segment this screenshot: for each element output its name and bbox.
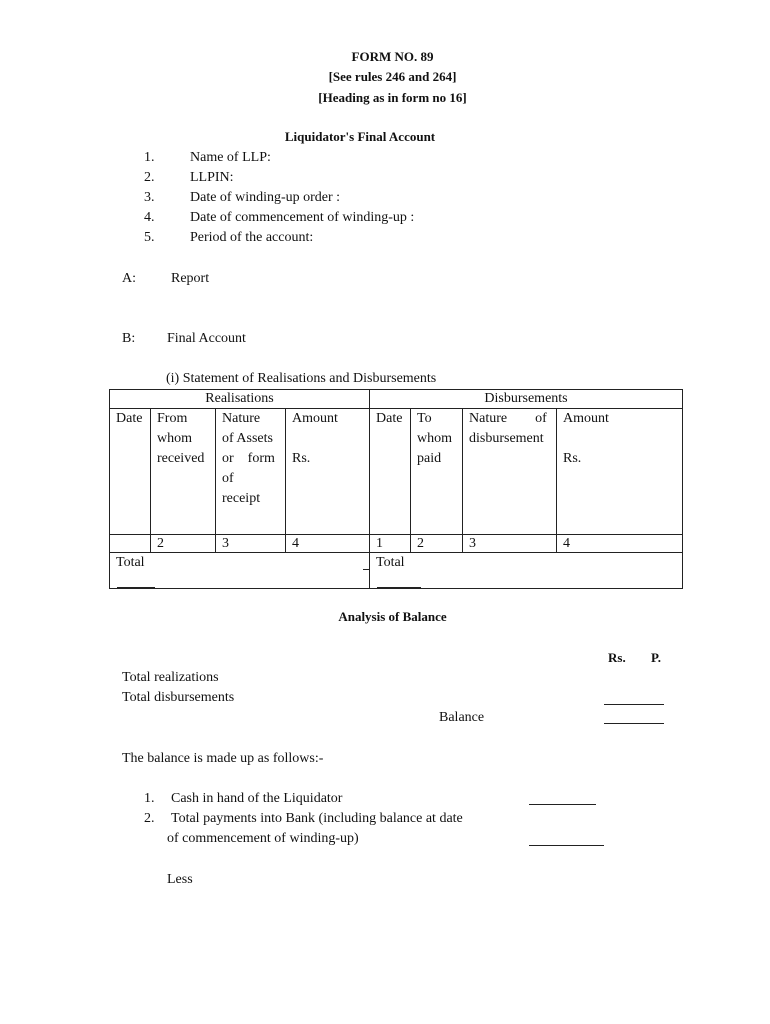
form-number: FORM NO. 89 [351, 49, 434, 64]
section-a-title: Report [171, 271, 210, 286]
column-number: 1 [370, 535, 411, 553]
total-label: Total [116, 555, 145, 570]
section-a-label: A: [122, 271, 136, 286]
list-item: Date of commencement of winding-up : [190, 210, 415, 225]
disbursements-header: Disbursements [370, 390, 683, 409]
column-number: 3 [463, 535, 557, 553]
column-number-row [110, 535, 683, 553]
list-item: Name of LLP: [190, 150, 271, 165]
total-realizations-label: Total realizations [122, 670, 219, 685]
disbursements-blank [604, 690, 664, 705]
realisations-header: Realisations [110, 390, 370, 409]
statement-caption: (i) Statement of Realisations and Disbursements [166, 371, 437, 386]
list-item-number: 3. [144, 190, 155, 205]
less-label: Less [167, 872, 193, 887]
list-item-number: 2. [144, 811, 155, 826]
rupees-column-header: Rs. [608, 650, 626, 665]
total-row [110, 553, 683, 589]
list-item-continuation: of commencement of winding-up) [167, 831, 359, 846]
total-underline [117, 587, 155, 588]
column-header: Nature of disbursement [463, 409, 557, 535]
section-b-label: B: [122, 331, 136, 346]
list-item: LLPIN: [190, 170, 234, 185]
column-number: 4 [286, 535, 370, 553]
group-header-row [110, 390, 683, 409]
heading-note: [Heading as in form no 16] [318, 90, 467, 105]
list-item: Cash in hand of the Liquidator [171, 791, 343, 806]
total-label: Total [376, 555, 405, 570]
total-underline [377, 587, 421, 588]
statement-table [109, 389, 683, 589]
list-item-number: 1. [144, 791, 155, 806]
total-disbursements-label: Total disbursements [122, 690, 235, 705]
list-item: Total payments into Bank (including balance at date [171, 811, 463, 826]
column-header: To whom paid [411, 409, 463, 535]
made-up-text: The balance is made up as follows:- [122, 751, 324, 766]
balance-blank [604, 710, 664, 724]
column-number: 3 [216, 535, 286, 553]
rules-reference: [See rules 246 and 264] [328, 69, 457, 84]
list-item-number: 5. [144, 230, 155, 245]
cash-blank [529, 791, 596, 805]
bank-blank [529, 831, 604, 846]
paise-column-header: P. [651, 650, 661, 665]
balance-label: Balance [439, 710, 485, 725]
total-underline [363, 569, 369, 570]
column-header: Date [370, 409, 411, 535]
list-item: Period of the account: [190, 230, 314, 245]
column-header-row [110, 409, 683, 535]
page-title: Liquidator's Final Account [284, 129, 436, 144]
column-number [110, 535, 151, 553]
total-realisations-cell [110, 553, 370, 589]
column-header: Date [110, 409, 151, 535]
list-item: Date of winding-up order : [190, 190, 341, 205]
column-number: 2 [411, 535, 463, 553]
column-number: 2 [151, 535, 216, 553]
column-number: 4 [557, 535, 683, 553]
total-disbursements-cell [370, 553, 683, 589]
column-header: Nature of Assets or form of receipt [216, 409, 286, 535]
list-item-number: 2. [144, 170, 155, 185]
analysis-title: Analysis of Balance [338, 609, 447, 624]
list-item-number: 1. [144, 150, 155, 165]
list-item-number: 4. [144, 210, 155, 225]
column-header: From whom received [151, 409, 216, 535]
section-b-title: Final Account [167, 331, 246, 346]
column-header: Amount Rs. [286, 409, 370, 535]
column-header: Amount Rs. [557, 409, 683, 535]
